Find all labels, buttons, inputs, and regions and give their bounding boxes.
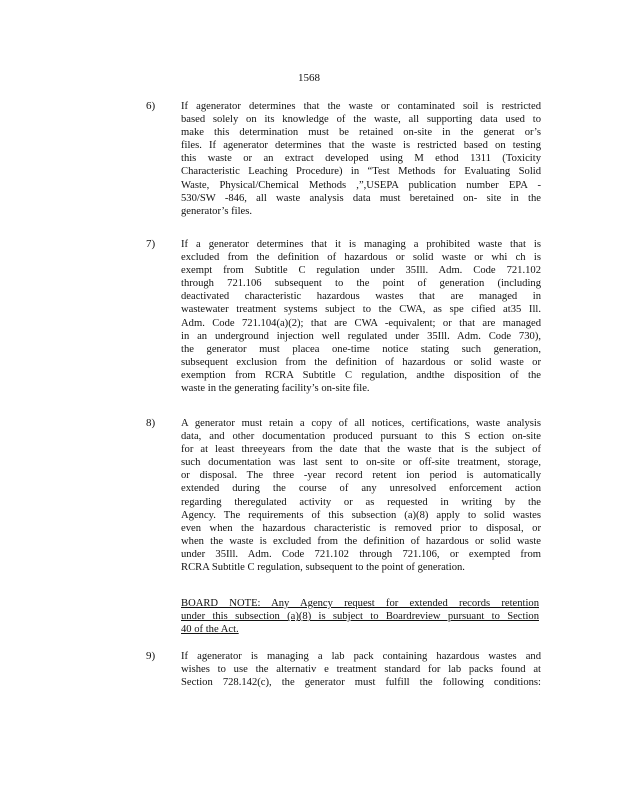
item-text — [181, 417, 541, 574]
text-line: Characteristic Leaching Procedure) in “Test Methods for Evaluating Solid — [181, 166, 541, 178]
item-number: 7) — [146, 238, 156, 250]
text-line: generator’s files. — [181, 205, 252, 217]
text-line: deactivated characteristic hazardous wastes that are managed in — [181, 291, 541, 303]
text-line: Adm. Code 721.104(a)(2); that are CWA -equivalent; or that are managed — [181, 317, 541, 329]
text-line: for at least threeyears from the date that the waste that is the subject of — [181, 444, 541, 456]
text-line: through 721.106 subsequent to the point of generation (including — [181, 278, 541, 290]
item-text — [181, 238, 541, 395]
text-line: make this determination must be retained on-site in the generat or’s — [181, 127, 541, 139]
text-line: in an underground injection well regulated under 35Ill. Adm. Code 730), — [181, 330, 541, 342]
item-number: 9) — [146, 650, 156, 662]
text-line: when the waste is excluded from the definition of hazardous or solid waste — [181, 535, 541, 547]
text-line: A generator must retain a copy of all notices, certifications, waste analysis — [181, 418, 541, 429]
text-line: or disposal. The three -year record retent ion period is automatically — [181, 470, 541, 482]
text-line: based solely on its knowledge of the waste, all supporting data used to — [181, 114, 541, 126]
text-line: such documentation was last sent to on-site or off-site treatment, storage, — [181, 457, 541, 469]
text-line: Section 728.142(c), the generator must fulfill the following conditions: — [181, 677, 541, 689]
text-line: the generator must placea one-time notice stating such generation, — [181, 343, 541, 355]
text-line: data, and other documentation produced pursuant to this S ection on-site — [181, 431, 541, 443]
text-line: even when the hazardous characteristic is removed prior to disposal, or — [181, 522, 541, 534]
text-line: subsequent exclusion from the definition of hazardous or solid waste or — [181, 356, 541, 368]
text-line: files. If agenerator determines that the waste is restricted based on testing — [181, 140, 541, 152]
item-text — [181, 650, 541, 689]
text-line: Waste, Physical/Chemical Methods ,”,USEPA publication number EPA - — [181, 179, 541, 191]
page-number: 1568 — [298, 72, 320, 84]
text-line: wastewater treatment systems subject to the CWA, as spe cified at35 Ill. — [181, 304, 541, 316]
text-line: regarding theregulated activity or as requested in writing by the — [181, 496, 541, 508]
item-text — [181, 100, 541, 218]
note-line: 40 of the Act. — [181, 624, 239, 636]
text-line: excluded from the definition of hazardous or solid waste or whi ch is — [181, 252, 541, 264]
text-line: Agency. The requirements of this subsection (a)(8) apply to solid wastes — [181, 509, 541, 521]
text-line: If agenerator determines that the waste or contaminated soil is restricted — [181, 101, 541, 112]
note-line: BOARD NOTE: Any Agency request for extended records retention — [181, 598, 539, 609]
text-line: 530/SW -846, all waste analysis data must beretained on- site in the — [181, 192, 541, 204]
text-line: RCRA Subtitle C regulation, subsequent to the point of generation. — [181, 562, 465, 574]
item-number: 8) — [146, 417, 156, 429]
text-line: waste in the generating facility’s on-site file. — [181, 383, 370, 395]
board-note — [181, 597, 539, 636]
text-line: this waste or an extract developed using M ethod 1311 (Toxicity — [181, 153, 541, 165]
text-line: exemption from RCRA Subtitle C regulation, andthe disposition of the — [181, 369, 541, 381]
text-line: extended during the course of any unresolved enforcement action — [181, 483, 541, 495]
note-line: under this subsection (a)(8) is subject to Boardreview pursuant to Section — [181, 611, 539, 623]
text-line: under 35Ill. Adm. Code 721.102 through 721.106, or exempted from — [181, 548, 541, 560]
text-line: exempt from Subtitle C regulation under 35Ill. Adm. Code 721.102 — [181, 265, 541, 277]
item-number: 6) — [146, 100, 156, 112]
text-line: If a generator determines that it is managing a prohibited waste that is — [181, 239, 541, 250]
text-line: wishes to use the alternativ e treatment standard for lab packs found at — [181, 664, 541, 676]
text-line: If agenerator is managing a lab pack containing hazardous wastes and — [181, 651, 541, 662]
